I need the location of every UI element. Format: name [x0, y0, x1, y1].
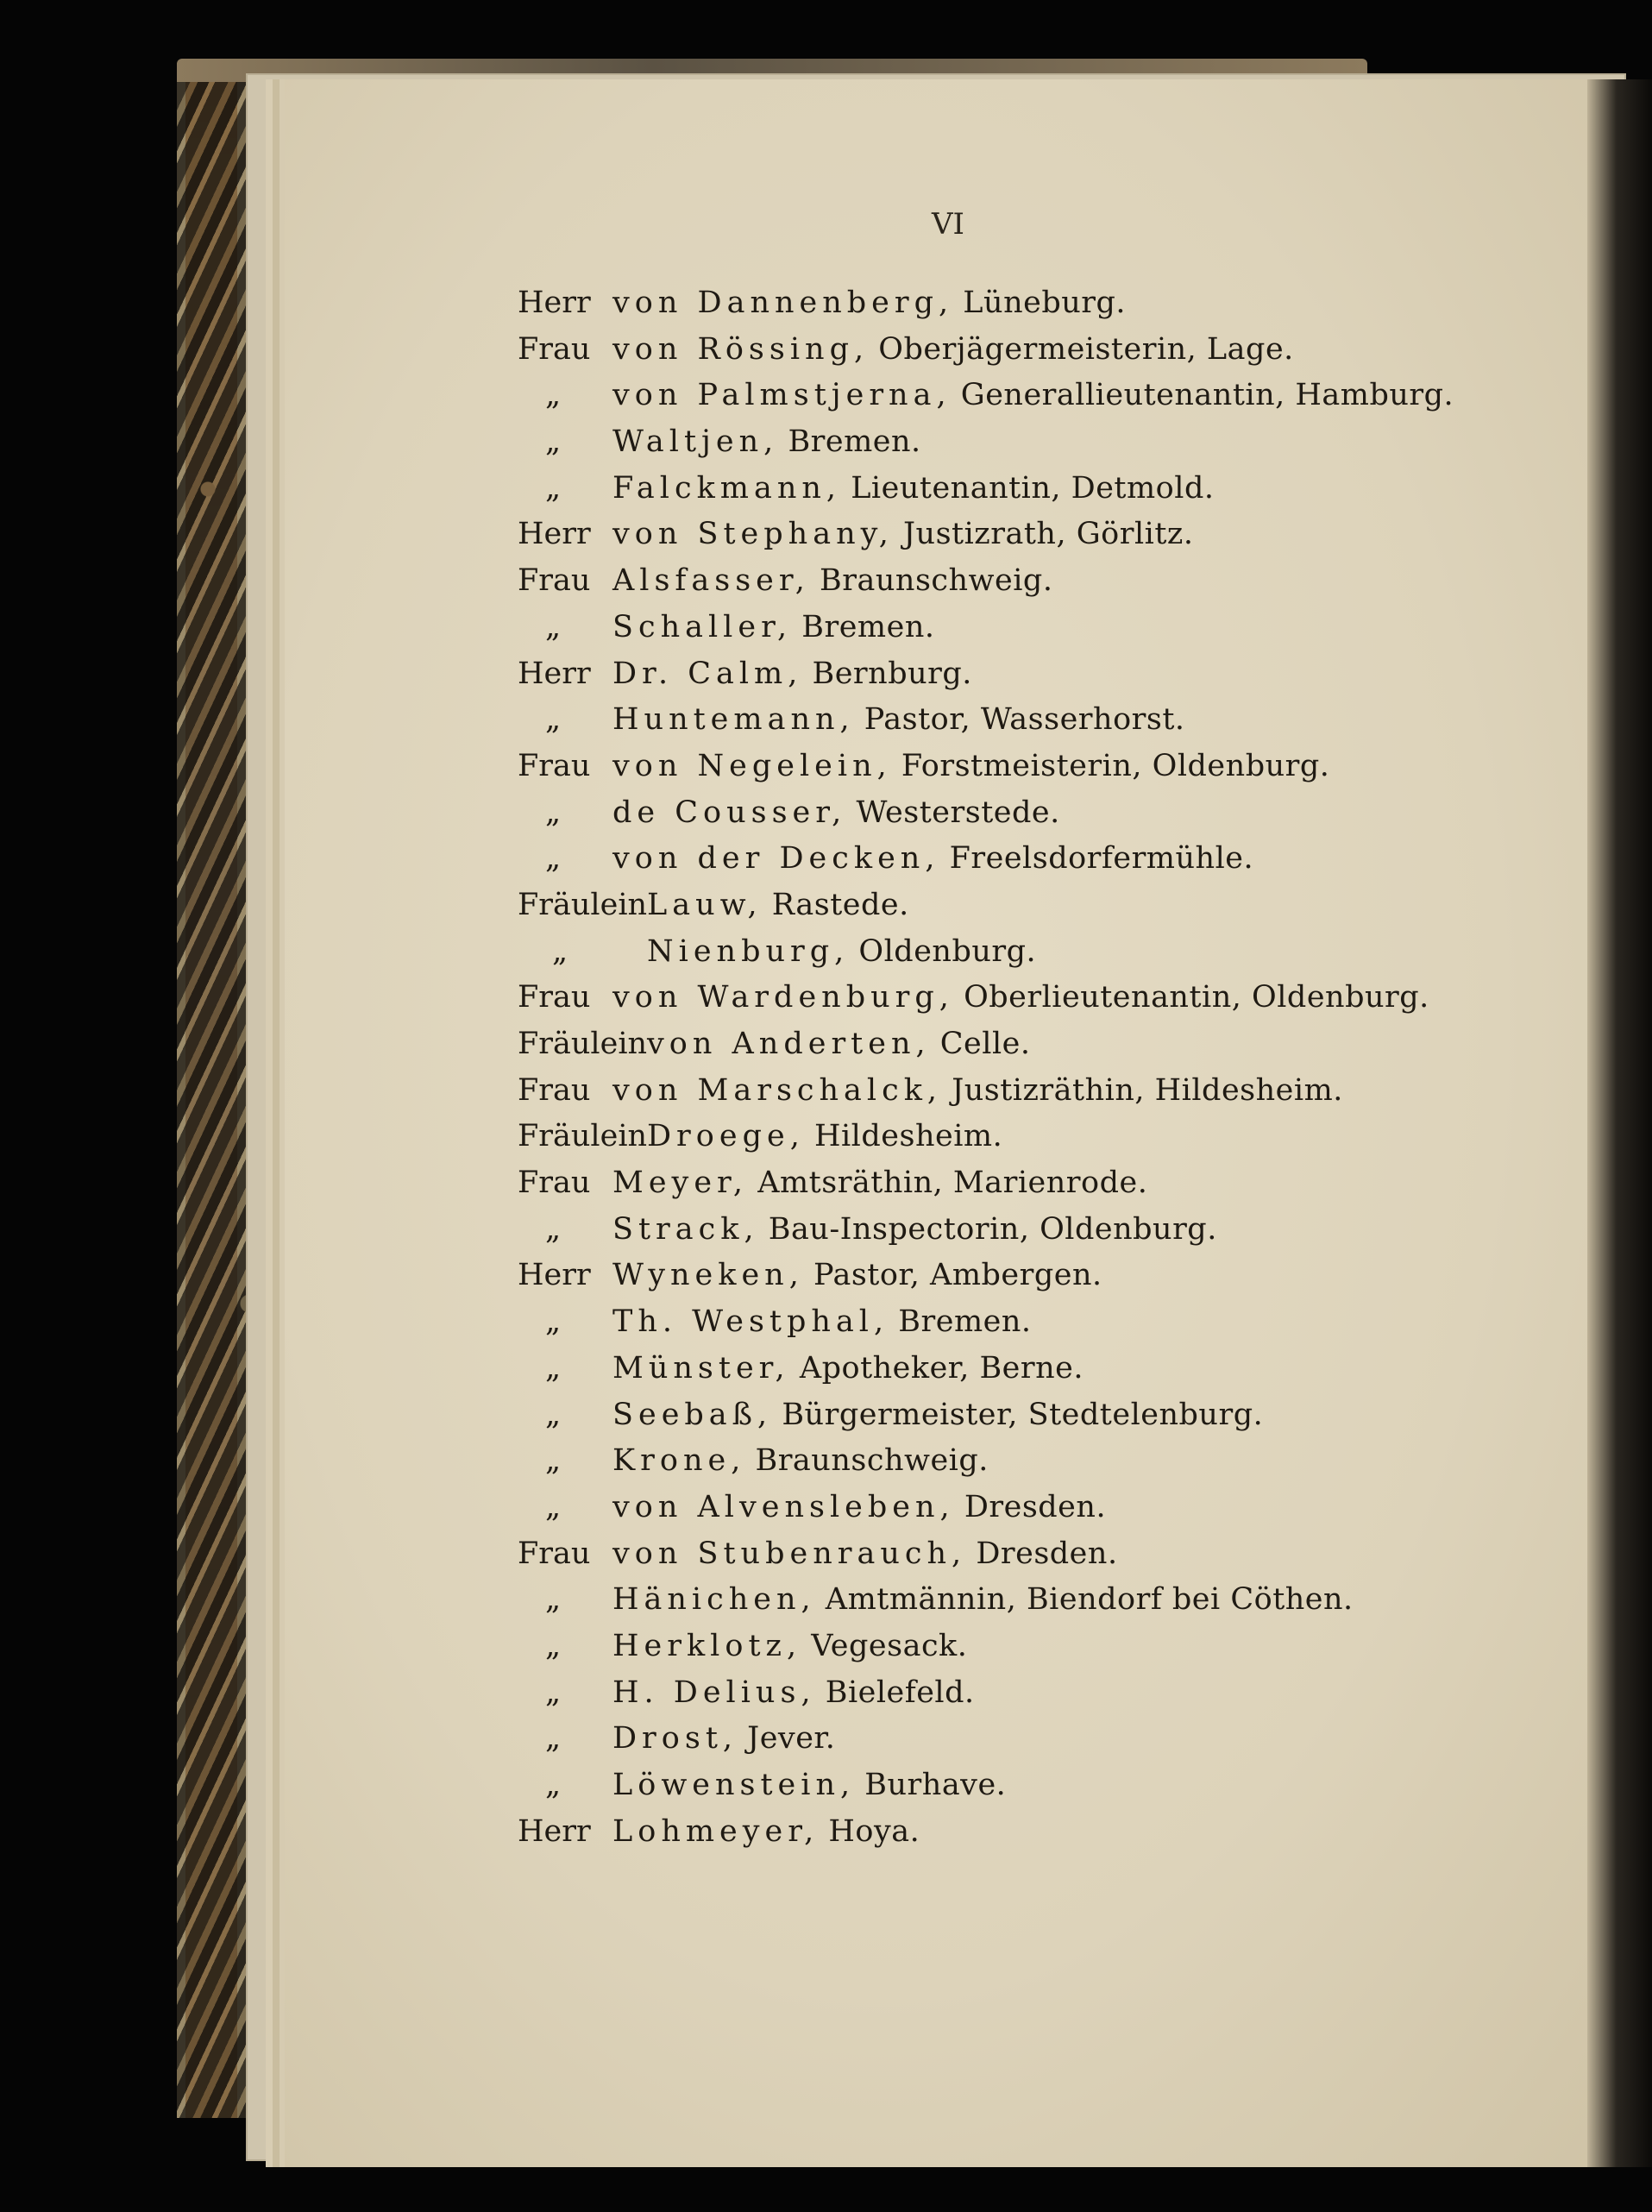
entry-detail: Freelsdorfermühle.: [949, 841, 1254, 877]
entry-name: Herklotz,: [612, 1628, 802, 1663]
list-entry: [518, 651, 1454, 698]
entry-detail: Westerstede.: [856, 795, 1060, 830]
entry-title: Fräulein: [518, 887, 648, 922]
entry-title: Herr: [518, 517, 591, 552]
entry-name: von Rössing,: [612, 331, 870, 367]
entry-detail: Pastor, Ambergen.: [813, 1258, 1102, 1293]
entry-name: Waltjen,: [612, 424, 779, 460]
spine-wear: [185, 82, 237, 2118]
entry-detail: Justizrath, Görlitz.: [903, 517, 1194, 552]
list-entry: [518, 836, 1454, 883]
entry-name: von Palmstjerna,: [612, 378, 952, 413]
entry-title: Frau: [518, 980, 591, 1015]
entry-title: Frau: [518, 1166, 591, 1201]
entry-detail: Hildesheim.: [813, 1119, 1003, 1154]
ditto-mark: „: [545, 1397, 562, 1432]
list-entry: [518, 1438, 1454, 1485]
entry-detail: Oberlieutenantin, Oldenburg.: [964, 980, 1429, 1015]
entry-title: Frau: [518, 1536, 591, 1571]
entry-name: Lohmeyer,: [612, 1813, 820, 1849]
list-entry: [518, 1114, 1454, 1160]
ditto-mark: „: [545, 1768, 562, 1802]
ditto-mark: „: [545, 1211, 562, 1247]
entry-detail: Bremen.: [898, 1304, 1032, 1340]
entry-name: Alsfasser,: [612, 563, 810, 599]
ditto-mark: „: [545, 1675, 562, 1710]
entry-detail: Jever.: [747, 1721, 836, 1756]
entry-name: von Negelein,: [612, 748, 892, 783]
entry-title: Fräulein: [518, 1027, 648, 1061]
ditto-mark: „: [545, 795, 562, 830]
list-entry: [518, 929, 1454, 976]
entry-title: Frau: [518, 748, 591, 783]
ditto-mark: „: [545, 470, 562, 506]
entry-title: Herr: [518, 286, 591, 320]
entry-name: Krone,: [612, 1443, 746, 1479]
entry-detail: Braunschweig.: [755, 1443, 989, 1479]
entry-title: Herr: [518, 1258, 591, 1293]
entry-detail: Oldenburg.: [858, 933, 1037, 969]
entry-name: Meyer,: [612, 1166, 749, 1201]
entry-detail: Amtmännin, Biendorf bei Cöthen.: [825, 1582, 1354, 1618]
entry-detail: Dresden.: [964, 1489, 1107, 1524]
list-entry: [518, 1207, 1454, 1254]
ditto-mark: „: [545, 702, 562, 738]
ditto-mark: „: [545, 1443, 562, 1479]
entry-name: de Cousser,: [612, 795, 847, 830]
list-entry: [518, 1531, 1454, 1578]
entry-name: von Anderten,: [647, 1027, 931, 1061]
list-entry: [518, 1577, 1454, 1624]
subscriber-list: [518, 280, 1454, 1855]
entry-name: Nienburg,: [647, 933, 850, 969]
entry-name: Th. Westphal,: [612, 1304, 889, 1340]
entry-title: Frau: [518, 563, 591, 599]
entry-detail: Bau-Inspectorin, Oldenburg.: [768, 1211, 1217, 1247]
list-entry: [518, 1670, 1454, 1717]
entry-detail: Bremen.: [801, 609, 935, 644]
entry-name: Huntemann,: [612, 702, 855, 738]
entry-name: Münster,: [612, 1350, 790, 1386]
list-entry: [518, 1021, 1454, 1068]
entry-name: Strack,: [612, 1211, 759, 1247]
entry-detail: Bremen.: [788, 424, 921, 460]
entry-title: Herr: [518, 656, 591, 691]
list-entry: [518, 466, 1454, 512]
entry-detail: Oberjägermeisterin, Lage.: [878, 331, 1294, 367]
entry-detail: Burhave.: [864, 1768, 1007, 1802]
list-entry: [518, 1763, 1454, 1809]
entry-detail: Lüneburg.: [963, 286, 1127, 320]
ditto-mark: „: [545, 1304, 562, 1340]
page-number: VI: [932, 207, 964, 242]
list-entry: [518, 1068, 1454, 1115]
list-entry: [518, 1716, 1454, 1763]
entry-detail: Vegesack.: [811, 1628, 968, 1663]
list-entry: [518, 1809, 1454, 1856]
ditto-mark: „: [545, 1721, 562, 1756]
page-gutter: [1587, 79, 1652, 2167]
entry-name: H. Delius,: [612, 1675, 816, 1710]
list-entry: [518, 327, 1454, 374]
ditto-mark: „: [545, 1628, 562, 1663]
entry-name: Droege,: [647, 1119, 805, 1154]
entry-detail: Bielefeld.: [825, 1675, 975, 1710]
entry-name: von Stephany,: [612, 517, 894, 552]
entry-title: Frau: [518, 1072, 591, 1108]
list-entry: [518, 280, 1454, 327]
list-entry: [518, 1299, 1454, 1346]
entry-name: Wyneken,: [612, 1258, 804, 1293]
list-entry: [518, 1485, 1454, 1531]
list-entry: [518, 744, 1454, 790]
entry-name: Dr. Calm,: [612, 656, 803, 691]
entry-name: von Alvensleben,: [612, 1489, 955, 1524]
ditto-mark: „: [545, 424, 562, 460]
list-entry: [518, 1253, 1454, 1299]
list-entry: [518, 975, 1454, 1021]
entry-detail: Apotheker, Berne.: [799, 1350, 1084, 1386]
ditto-mark: „: [545, 378, 562, 413]
entry-detail: Bernburg.: [812, 656, 972, 691]
ditto-mark: „: [545, 1350, 562, 1386]
list-entry: [518, 1346, 1454, 1392]
entry-name: Falckmann,: [612, 470, 842, 506]
entry-detail: Forstmeisterin, Oldenburg.: [901, 748, 1330, 783]
entry-detail: Celle.: [939, 1027, 1031, 1061]
entry-name: von Wardenburg,: [612, 980, 954, 1015]
entry-name: Drost,: [612, 1721, 738, 1756]
list-entry: [518, 1624, 1454, 1670]
entry-detail: Lieutenantin, Detmold.: [851, 470, 1215, 506]
ditto-mark: „: [545, 609, 562, 644]
entry-name: von Dannenberg,: [612, 286, 954, 320]
entry-name: Löwenstein,: [612, 1768, 856, 1802]
entry-title: Fräulein: [518, 1119, 648, 1154]
entry-detail: Rastede.: [771, 887, 909, 922]
entry-detail: Justizräthin, Hildesheim.: [952, 1072, 1343, 1108]
list-entry: [518, 419, 1454, 466]
entry-name: von der Decken,: [612, 841, 940, 877]
list-entry: [518, 558, 1454, 605]
entry-name: Hänichen,: [612, 1582, 816, 1618]
ditto-mark: „: [545, 1582, 562, 1618]
entry-name: von Stubenrauch,: [612, 1536, 967, 1571]
list-entry: [518, 883, 1454, 929]
list-entry: [518, 373, 1454, 419]
ditto-mark: „: [545, 841, 562, 877]
entry-name: Schaller,: [612, 609, 793, 644]
entry-title: Frau: [518, 331, 591, 367]
ditto-mark: „: [545, 1489, 562, 1524]
entry-detail: Braunschweig.: [820, 563, 1053, 599]
entry-detail: Bürgermeister, Stedtelenburg.: [782, 1397, 1264, 1432]
list-entry: [518, 697, 1454, 744]
entry-detail: Dresden.: [976, 1536, 1118, 1571]
entry-detail: Hoya.: [828, 1813, 920, 1849]
entry-name: von Marschalck,: [612, 1072, 943, 1108]
entry-detail: Amtsräthin, Marienrode.: [757, 1166, 1148, 1201]
entry-name: Seebaß,: [612, 1397, 773, 1432]
list-entry: [518, 1160, 1454, 1207]
entry-name: Lauw,: [647, 887, 763, 922]
list-entry: [518, 605, 1454, 651]
list-entry: [518, 790, 1454, 837]
list-entry: [518, 1392, 1454, 1439]
entry-title: Herr: [518, 1813, 591, 1849]
entry-detail: Pastor, Wasserhorst.: [864, 702, 1185, 738]
list-entry: [518, 512, 1454, 558]
entry-detail: Generallieutenantin, Hamburg.: [960, 378, 1454, 413]
ditto-mark: „: [552, 933, 568, 969]
